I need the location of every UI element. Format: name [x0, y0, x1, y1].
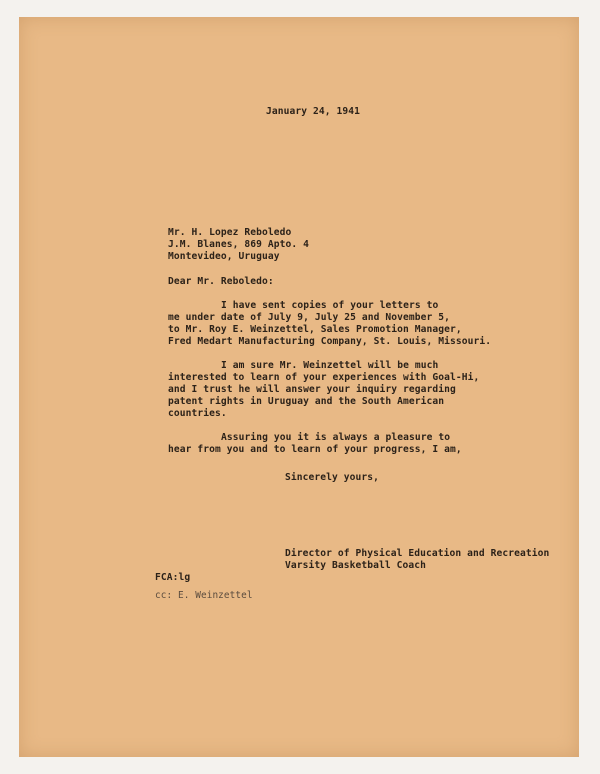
recipient-city: Montevideo, Uruguay [168, 251, 280, 262]
paragraph-2-line: patent rights in Uruguay and the South American [168, 396, 445, 407]
typist-initials: FCA:lg [155, 572, 191, 583]
paragraph-2-line: countries. [168, 408, 227, 419]
letter-sheet [19, 17, 579, 757]
recipient-street: J.M. Blanes, 869 Apto. 4 [168, 239, 310, 250]
letter-date: January 24, 1941 [266, 106, 361, 117]
paragraph-1-line: I have sent copies of your letters to [221, 300, 439, 311]
signature-title-2: Varsity Basketball Coach [285, 560, 427, 571]
paragraph-1-line: to Mr. Roy E. Weinzettel, Sales Promotion Manager, [168, 324, 462, 335]
carbon-copy-line: cc: E. Weinzettel [155, 590, 253, 601]
paragraph-2-line: and I trust he will answer your inquiry regarding [168, 384, 456, 395]
paragraph-3-line: Assuring you it is always a pleasure to [221, 432, 451, 443]
paragraph-2-line: interested to learn of your experiences with Goal-Hi, [168, 372, 480, 383]
paragraph-1-line: Fred Medart Manufacturing Company, St. Louis, Missouri. [168, 336, 492, 347]
paragraph-1-line: me under date of July 9, July 25 and November 5, [168, 312, 451, 323]
paragraph-3-line: hear from you and to learn of your progress, I am, [168, 444, 462, 455]
recipient-name: Mr. H. Lopez Reboledo [168, 227, 292, 238]
salutation: Dear Mr. Reboledo: [168, 276, 274, 287]
signature-title-1: Director of Physical Education and Recreation [285, 548, 550, 559]
paragraph-2-line: I am sure Mr. Weinzettel will be much [221, 360, 439, 371]
closing: Sincerely yours, [285, 472, 380, 483]
